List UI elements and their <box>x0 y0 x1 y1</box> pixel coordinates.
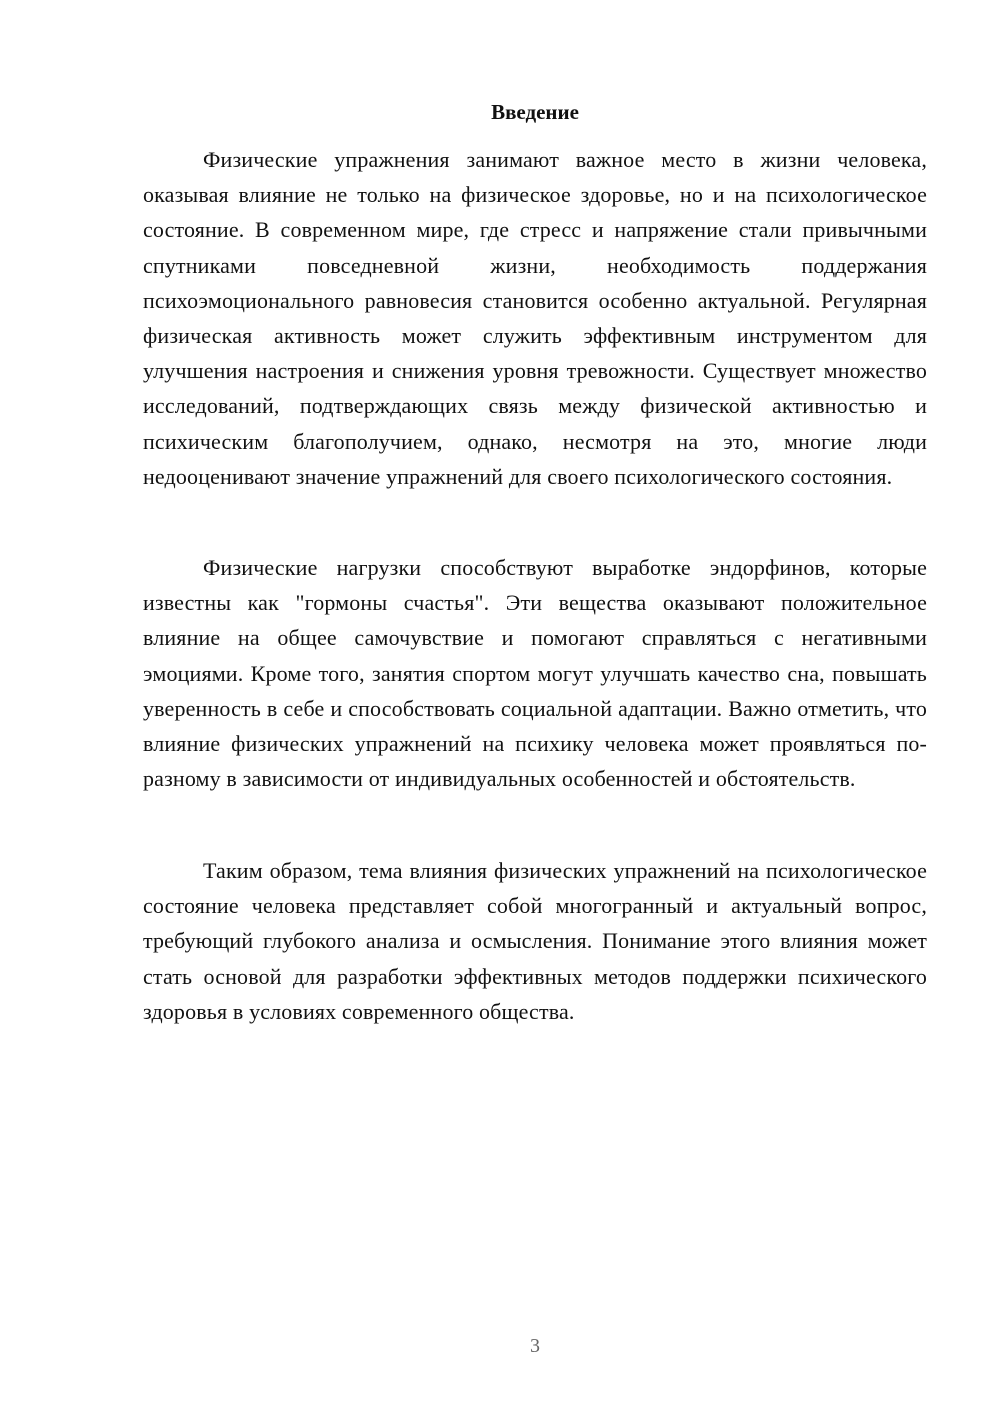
section-title: Введение <box>491 100 579 124</box>
paragraph-2: Физические нагрузки способствуют выработке эндорфинов, которые известны как "гормоны счастья". Эти вещества оказывают положительное влияние на общее самочувствие и помогают справляться с негативными эмоциями. Кроме того, занятия спортом могут улучшать качество сна, повышать уверенность в себе и способствовать социальной адаптации. Важно отметить, что влияние физических упражнений на психику человека может проявляться по-разному в зависимости от индивидуальных особенностей и обстоятельств. <box>143 555 927 792</box>
paragraph-1: Физические упражнения занимают важное место в жизни человека, оказывая влияние не только на физическое здоровье, но и на психологическое состояние. В современном мире, где стресс и напряжение стали привычными спутниками повседневной жизни, необходимость поддержания психоэмоционального равновесия становится особенно актуальной. Регулярная физическая активность может служить эффективным инструментом для улучшения настроения и снижения уровня тревожности. Существует множество исследований, подтверждающих связь между физической активностью и психическим благополучием, однако, несмотря на это, многие люди недооценивают значение упражнений для своего психологического состояния. <box>143 147 927 489</box>
paragraph-3: Таким образом, тема влияния физических упражнений на психологическое состояние человека представляет собой многогранный и актуальный вопрос, требующий глубокого анализа и осмысления. Понимание этого влияния может стать основой для разработки эффективных методов поддержки психического здоровья в условиях современного общества. <box>143 858 927 1024</box>
page-number: 3 <box>530 1335 540 1357</box>
